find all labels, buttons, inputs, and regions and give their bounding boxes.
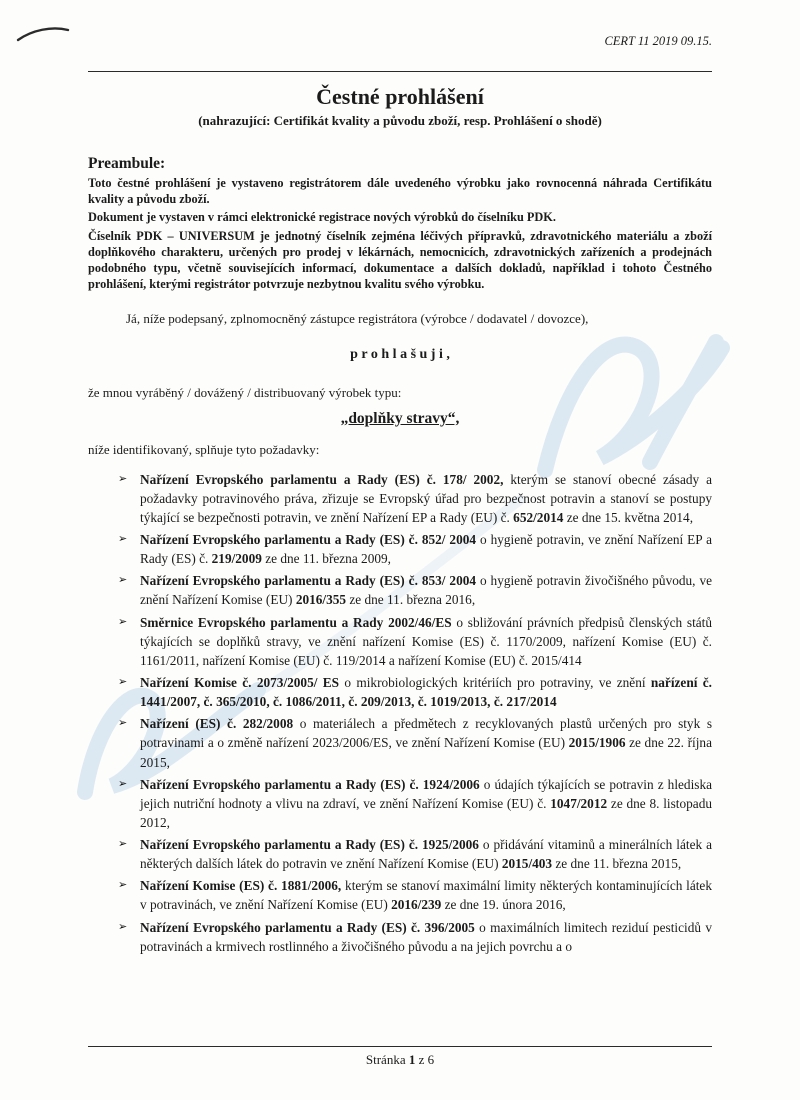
requirement-item [88, 775, 712, 832]
requirement-item [88, 673, 712, 711]
arrow-bullet-icon: ➢ [118, 878, 128, 892]
arrow-bullet-icon: ➢ [118, 614, 128, 628]
preambule-paragraph: Dokument je vystaven v rámci elektronické registrace nových výrobků do číselníku PDK. [88, 210, 556, 225]
arrow-bullet-icon: ➢ [118, 531, 128, 545]
footer-suffix: z 6 [415, 1052, 435, 1067]
footer-prefix: Stránka [365, 1052, 409, 1067]
page-title: Čestné prohlášení [316, 84, 484, 109]
header-divider [88, 71, 712, 72]
document-content [88, 0, 712, 959]
footer-page-number: 1 [408, 1052, 416, 1067]
arrow-bullet-icon: ➢ [118, 471, 128, 485]
cert-reference: CERT 11 2019 09.15. [604, 34, 712, 48]
requirement-item [88, 571, 712, 609]
requirement-text: Směrnice Evropského parlamentu a Rady 2002/46/ES o sbližování právních předpisů členských států týkajících se doplňků stravy, ve znění nařízení Komise (ES) č. 1170/2009, nařízení Komise (EU) č. 1161/2011, nařízení Komise (EU) č. 119/2014 a nařízení Komise (EU) č. 2015/414 [140, 614, 713, 668]
requirement-text: Nařízení Evropského parlamentu a Rady (ES) č. 178/ 2002, kterým se stanoví obecné zásady a požadavky potravinového práva, zřizuje se Evropský úřad pro bezpečnost potravin a stanoví se postupy týkající se bezpečnosti potravin, ve znění Nařízení EP a Rady (EU) č. 652/2014 ze dne 15. května 2014, [140, 471, 713, 525]
declaration-intro: Já, níže podepsaný, zplnomocněný zástupce registrátora (výrobce / dodavatel / dovozce), [126, 310, 589, 326]
scan-artifact-mark [14, 18, 84, 48]
arrow-bullet-icon: ➢ [118, 674, 128, 688]
page-subtitle: (nahrazující: Certifikát kvality a původu zboží, resp. Prohlášení o shodě) [198, 113, 602, 128]
requirement-text: Nařízení Komise č. 2073/2005/ ES o mikrobiologických kritériích pro potraviny, ve znění nařízení č. 1441/2007, č. 365/2010, č. 1086/2011, č. 209/2013, č. 1019/2013, č. 217/2014 [140, 674, 712, 710]
product-type-line: že mnou vyráběný / dovážený / distribuovaný výrobek typu: [88, 384, 402, 400]
requirement-item [88, 530, 712, 568]
requirement-text: Nařízení Evropského parlamentu a Rady (ES) č. 1925/2006 o přidávání vitaminů a minerálních látek a některých dalších látek do potravin ve znění Nařízení Komise (EU) 2015/403 ze dne 11. března 2015, [140, 837, 712, 872]
page-footer [0, 1052, 800, 1068]
requirement-item [88, 613, 712, 670]
preambule-paragraph: Číselník PDK – UNIVERSUM je jednotný číselník zejména léčivých přípravků, zdravotnického materiálu a zboží doplňkového charakteru, určených pro prodej v lékárnách, nemocnicích, zdravotnických zařízeních a prodejnách podobného typu, včetně souvisejících informací, dokumentace a dalších dokladů, například i tohoto Čestného prohlášení, kterými registrátor potvrzuje nezbytnou kvalitu svého výrobku. [88, 228, 712, 292]
requirements-intro: níže identifikovaný, splňuje tyto požadavky: [88, 441, 320, 457]
arrow-bullet-icon: ➢ [118, 919, 128, 933]
requirement-text: Nařízení Evropského parlamentu a Rady (ES) č. 1924/2006 o údajích týkajících se potravin z hlediska jejich nutriční hodnoty a vlivu na zdraví, ve znění Nařízení Komise (EU) č. 1047/2012 ze dne 8. listopadu 2012, [140, 776, 712, 830]
arrow-bullet-icon: ➢ [118, 837, 128, 851]
requirement-item [88, 470, 712, 527]
arrow-bullet-icon: ➢ [118, 776, 128, 790]
requirement-item [88, 876, 712, 914]
declaration-verb: p r o h l a š u j i , [350, 346, 450, 362]
product-type: „doplňky stravy“, [340, 409, 460, 427]
requirement-text: Nařízení (ES) č. 282/2008 o materiálech a předmětech z recyklovaných plastů určených pro styk s potravinami a o změně nařízení 2023/2006/ES, ve znění Nařízení Komise (EU) 2015/1906 ze dne 22. října 2015, [140, 716, 713, 770]
requirement-text: Nařízení Evropského parlamentu a Rady (ES) č. 396/2005 o maximálních limitech reziduí pesticidů v potravinách a krmivech rostlinného a živočišného původu a na jejich povrchu a o [140, 919, 712, 954]
preambule-heading: Preambule: [88, 155, 166, 172]
arrow-bullet-icon: ➢ [118, 573, 128, 587]
requirement-text: Nařízení Evropského parlamentu a Rady (ES) č. 852/ 2004 o hygieně potravin, ve znění Nařízení EP a Rady (ES) č. 219/2009 ze dne 11. března 2009, [140, 531, 712, 567]
requirement-item [88, 835, 712, 873]
arrow-bullet-icon: ➢ [118, 716, 128, 730]
requirement-text: Nařízení Evropského parlamentu a Rady (ES) č. 853/ 2004 o hygieně potravin živočišného původu, ve znění Nařízení Komise (EU) 2016/355 ze dne 11. března 2016, [140, 573, 712, 608]
requirement-text: Nařízení Komise (ES) č. 1881/2006, kterým se stanoví maximální limity některých kontaminujících látek v potravinách, ve znění Nařízení Komise (EU) 2016/239 ze dne 19. února 2016, [140, 878, 712, 913]
requirement-item [88, 918, 712, 956]
footer-divider [88, 1046, 712, 1047]
preambule-paragraph: Toto čestné prohlášení je vystaveno registrátorem dále uvedeného výrobku jako rovnocenná náhrada Certifikátu kvality a původu zboží. [88, 176, 712, 207]
requirement-item [88, 714, 712, 771]
requirements-list [88, 470, 712, 956]
